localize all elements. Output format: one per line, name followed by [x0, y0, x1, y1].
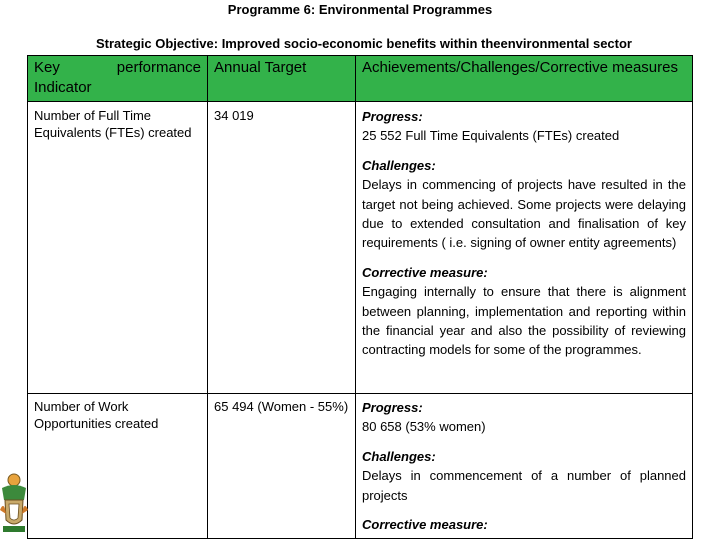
indicator-cell: Number of Work Opportunities created [28, 394, 208, 539]
header-achievements: Achievements/Challenges/Corrective measures [356, 56, 693, 102]
header-kpi-word2: performance [116, 59, 201, 76]
corrective-label: Corrective measure: [362, 264, 488, 280]
header-kpi [28, 56, 208, 102]
table-row [28, 394, 693, 539]
progress-text: 80 658 (53% women) [362, 419, 486, 435]
challenges-text: Delays in commencing of projects have resulted in the target not being achieved. Some projects were delaying due to extended consultation and finalisation of key requirements ( i.e. signing of owner entity agreements) [362, 177, 686, 251]
achievements-cell [356, 102, 693, 394]
table-row [28, 102, 693, 394]
strategic-objective: Strategic Objective: Improved socio-economic benefits within theenvironmental sector [95, 36, 632, 51]
target-cell: 65 494 (Women - 55%) [208, 394, 356, 539]
target-cell: 34 019 [208, 102, 356, 394]
header-kpi-word1: Key [34, 59, 60, 76]
indicator-cell: Number of Full Time Equivalents (FTEs) created [28, 102, 208, 394]
challenges-label: Challenges: [362, 448, 436, 464]
progress-text: 25 552 Full Time Equivalents (FTEs) created [362, 128, 620, 144]
challenges-text: Delays in commencement of a number of planned projects [362, 468, 686, 503]
corrective-text: Engaging internally to ensure that there is alignment between planning, implementation and reporting within the financial year and also the possibility of reviewing contracting models for some of the programmes. [362, 284, 686, 358]
header-annual-target: Annual Target [208, 56, 356, 102]
table-header-row [28, 56, 693, 102]
coat-of-arms-icon [0, 470, 30, 540]
performance-table [27, 55, 693, 539]
challenges-label: Challenges: [362, 157, 436, 173]
header-kpi-word3: Indicator [34, 79, 92, 96]
corrective-label: Corrective measure: [362, 517, 488, 533]
progress-label: Progress: [362, 109, 423, 124]
progress-label: Progress: [362, 400, 423, 415]
page-title: Programme 6: Environmental Programmes [227, 2, 493, 17]
achievements-cell [356, 394, 693, 539]
